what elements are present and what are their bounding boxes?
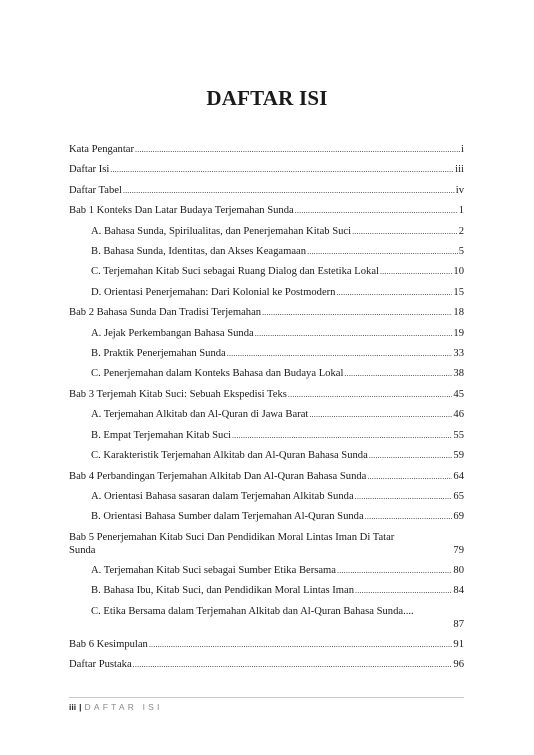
dot-leader [288, 385, 452, 405]
toc-page-number: 46 [453, 409, 464, 421]
dot-leader [295, 201, 458, 221]
table-of-contents [69, 140, 464, 675]
toc-entry-label: B. Bahasa Ibu, Kitab Suci, dan Pendidikan Moral Lintas Iman [91, 585, 355, 597]
toc-entry-bab-1-d[interactable] [69, 283, 464, 303]
toc-entry-bab-4-b[interactable] [69, 507, 464, 527]
toc-entry-label-continued: Sunda [69, 544, 96, 556]
toc-entry-label: Bab 4 Perbandingan Terjemahan Alkitab Dan Al-Quran Bahasa Sunda [69, 470, 367, 482]
toc-entry-label: Daftar Isi [69, 164, 110, 176]
toc-entry-label: C. Etika Bersama dalam Terjemahan Alkitab dan Al-Quran Bahasa Sunda.... [91, 605, 414, 617]
toc-entry-bab-4-a[interactable] [69, 487, 464, 507]
toc-entry-label: A. Terjemahan Alkitab dan Al-Quran di Jawa Barat [91, 409, 309, 421]
toc-page-number: 91 [453, 638, 464, 650]
page-title: DAFTAR ISI [206, 86, 328, 110]
dot-leader [232, 426, 452, 446]
toc-entry-label: D. Orientasi Penerjemahan: Dari Kolonial ke Postmodern [91, 286, 336, 298]
toc-page-number: iii [455, 164, 464, 176]
page-footer [69, 702, 163, 712]
toc-page-number: 87 [453, 618, 464, 630]
toc-page-number: 15 [453, 286, 464, 298]
dot-leader [365, 507, 453, 527]
toc-entry-bab-2-c[interactable] [69, 364, 464, 384]
toc-entry-label: Bab 1 Konteks Dan Latar Budaya Terjemahan Sunda [69, 205, 294, 217]
dot-leader [262, 303, 452, 323]
toc-entry-label: A. Terjemahan Kitab Suci sebagai Sumber Etika Bersama [91, 564, 337, 576]
toc-entry-daftar-pustaka[interactable] [69, 655, 464, 675]
toc-page-number: 33 [453, 348, 464, 360]
toc-entry-bab-5[interactable] [69, 528, 464, 561]
dot-leader [309, 405, 452, 425]
toc-entry-bab-4[interactable] [69, 467, 464, 487]
toc-entry-label: A. Jejak Perkembangan Bahasa Sunda [91, 327, 254, 339]
toc-entry-label: C. Penerjemahan dalam Konteks Bahasa dan Budaya Lokal [91, 368, 344, 380]
dot-leader [344, 364, 452, 384]
toc-entry-label: Daftar Tabel [69, 184, 122, 196]
toc-entry-bab-2[interactable] [69, 303, 464, 323]
footer-section-label: DAFTAR ISI [84, 702, 163, 712]
dot-leader [337, 561, 452, 581]
toc-page-number: 5 [458, 246, 464, 258]
dot-leader [307, 242, 458, 262]
dot-leader [135, 140, 460, 160]
toc-entry-bab-2-b[interactable] [69, 344, 464, 364]
toc-entry-label: B. Bahasa Sunda, Identitas, dan Akses Keagamaan [91, 246, 307, 258]
toc-entry-bab-1-b[interactable] [69, 242, 464, 262]
toc-page-number: 64 [453, 470, 464, 482]
toc-entry-label: Daftar Pustaka [69, 658, 132, 670]
toc-page-number: iv [455, 184, 464, 196]
toc-page-number: i [461, 144, 464, 155]
toc-entry-bab-1[interactable] [69, 201, 464, 221]
toc-entry-bab-3-b[interactable] [69, 426, 464, 446]
dot-leader [380, 262, 452, 282]
toc-page-number: 59 [453, 450, 464, 462]
dot-leader [369, 446, 453, 466]
footer-separator: | [79, 702, 82, 712]
toc-page-number: 84 [453, 585, 464, 597]
footer-page-number: iii [69, 702, 77, 712]
toc-entry-daftar-tabel[interactable] [69, 181, 464, 201]
toc-entry-bab-5-c[interactable] [69, 602, 464, 635]
toc-entry-label: Bab 3 Terjemah Kitab Suci: Sebuah Ekspedisi Teks [69, 388, 287, 400]
toc-page-number: 19 [453, 327, 464, 339]
toc-page-number: 10 [453, 266, 464, 278]
toc-page-number: 2 [458, 225, 464, 237]
toc-entry-bab-5-a[interactable] [69, 561, 464, 581]
toc-entry-label: Bab 6 Kesimpulan [69, 638, 148, 650]
dot-leader [133, 655, 453, 675]
dot-leader [227, 344, 453, 364]
toc-page-number: 65 [453, 490, 464, 502]
dot-leader [355, 487, 453, 507]
toc-entry-kata-pengantar[interactable] [69, 140, 464, 160]
toc-page-number: 45 [453, 388, 464, 400]
toc-entry-label: B. Praktik Penerjemahan Sunda [91, 348, 226, 360]
dot-leader [123, 181, 455, 201]
dot-leader [355, 581, 452, 601]
dot-leader [149, 635, 453, 655]
toc-entry-label: Bab 5 Penerjemahan Kitab Suci Dan Pendidikan Moral Lintas Iman Di Tatar [69, 531, 395, 543]
toc-entry-label: A. Bahasa Sunda, Spirilualitas, dan Penerjemahan Kitab Suci [91, 225, 352, 237]
toc-entry-bab-2-a[interactable] [69, 324, 464, 344]
toc-entry-bab-1-c[interactable] [69, 262, 464, 282]
toc-entry-label: A. Orientasi Bahasa sasaran dalam Terjemahan Alkitab Sunda [91, 490, 354, 502]
toc-entry-label: C. Terjemahan Kitab Suci sebagai Ruang Dialog dan Estetika Lokal [91, 266, 379, 278]
toc-page-number: 18 [453, 307, 464, 319]
dot-leader [255, 324, 453, 344]
toc-page-number: 38 [453, 368, 464, 380]
dot-leader [336, 283, 452, 303]
toc-entry-bab-1-a[interactable] [69, 222, 464, 242]
footer-divider [69, 697, 464, 698]
toc-page-number: 80 [453, 564, 464, 576]
toc-entry-label: C. Karakteristik Terjemahan Alkitab dan Al-Quran Bahasa Sunda [91, 450, 368, 462]
toc-entry-bab-3[interactable] [69, 385, 464, 405]
toc-entry-label: Bab 2 Bahasa Sunda Dan Tradisi Terjemahan [69, 307, 262, 319]
toc-page-number: 69 [453, 511, 464, 523]
toc-page-number: 1 [458, 205, 464, 217]
toc-entry-label: Kata Pengantar [69, 144, 135, 155]
toc-entry-bab-6[interactable] [69, 635, 464, 655]
toc-entry-label: B. Empat Terjemahan Kitab Suci [91, 429, 231, 441]
toc-entry-daftar-isi[interactable] [69, 160, 464, 180]
toc-page-number: 79 [453, 544, 464, 556]
toc-entry-bab-3-a[interactable] [69, 405, 464, 425]
toc-entry-bab-5-b[interactable] [69, 581, 464, 601]
dot-leader [352, 222, 458, 242]
toc-page-number: 96 [453, 658, 464, 670]
toc-entry-bab-3-c[interactable] [69, 446, 464, 466]
dot-leader [110, 160, 454, 180]
toc-page-number: 55 [453, 429, 464, 441]
dot-leader [367, 467, 452, 487]
toc-entry-label: B. Orientasi Bahasa Sumber dalam Terjemahan Al-Quran Sunda [91, 511, 364, 523]
